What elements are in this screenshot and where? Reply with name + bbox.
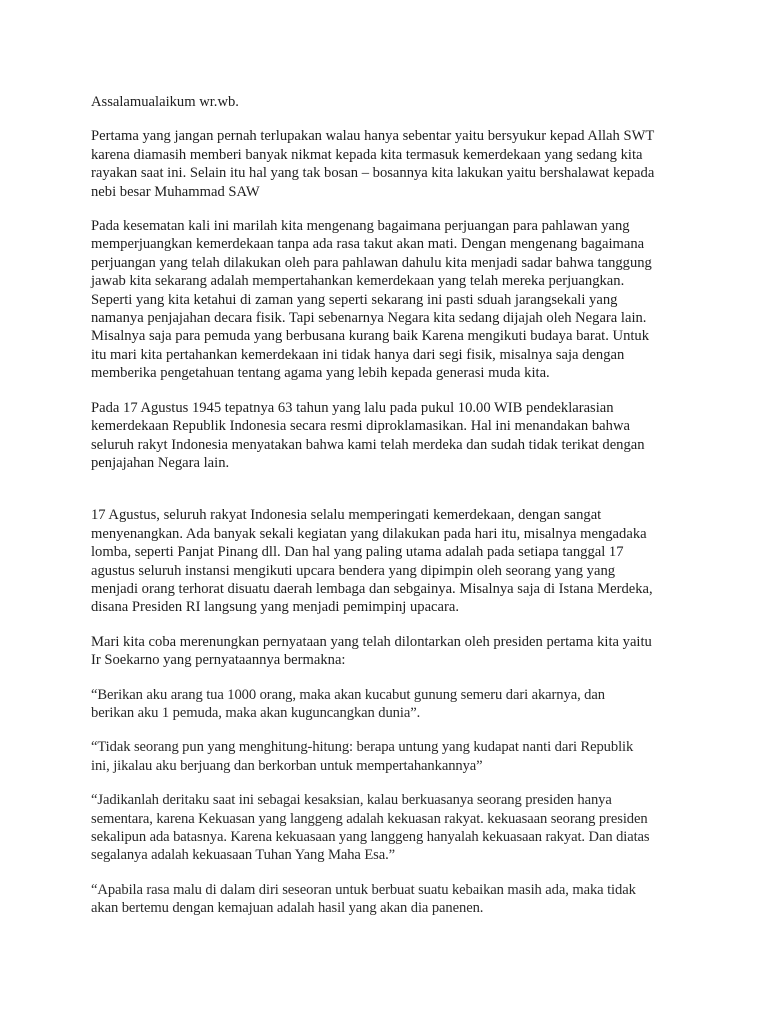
paragraph-line: namanya penjajahan decara fisik. Tapi sebenarnya Negara kita sedang dijajah oleh Negara lain. xyxy=(91,310,647,327)
paragraph-opening xyxy=(91,127,691,201)
paragraph-line: karena diamasih memberi banyak nikmat kepada kita termasuk kemerdekaan yang sedang kita xyxy=(91,146,643,163)
paragraph-line: memberika pengetahuan tentang agama yang lebih kepada generasi muda kita. xyxy=(91,365,550,382)
quote-line: sementara, karena Kekuasan yang langgeng adalah kekuasan rakyat. kekuasaan seorang presiden xyxy=(91,810,648,827)
quote-line: sekalipun ada batasnya. Karena kekuasaan yang langgeng hanyalah kekuasaan rakyat. Dan diatas xyxy=(91,829,650,845)
paragraph-line: seluruh rakyt Indonesia menyatakan bahwa kami telah merdeka dan sudah tidak terikat dengan xyxy=(91,436,645,453)
paragraph-line: Pada kesematan kali ini marilah kita mengenang bagaimana perjuangan para pahlawan yang xyxy=(91,218,630,235)
paragraph-line: memperjuangkan kemerdekaan tanpa ada rasa takut akan mati. Dengan mengenang bagaimana xyxy=(91,236,645,253)
quote-line: “Apabila rasa malu di dalam diri seseoran untuk berbuat suatu kebaikan masih ada, maka tidak xyxy=(91,881,636,898)
paragraph-line: kemerdekaan Republik Indonesia secara resmi diproklamasikan. Hal ini menandakan bahwa xyxy=(91,418,630,435)
quote-block xyxy=(91,881,691,918)
greeting xyxy=(91,93,691,111)
paragraph-line: disana Presiden RI langsung yang menjadi pemimpinj upacara. xyxy=(91,599,459,616)
paragraph-line: Ir Soekarno yang pernyataannya bermakna: xyxy=(91,652,346,669)
quote-line: segalanya adalah kekuasaan Tuhan Yang Maha Esa.” xyxy=(91,847,396,864)
paragraph-line: Pertama yang jangan pernah terlupakan walau hanya sebentar yaitu bersyukur kepad Allah SWT xyxy=(91,128,655,145)
paragraph-line: Seperti yang kita ketahui di zaman yang seperti sekarang ini pasti sduah jarangsekali yang xyxy=(91,291,618,308)
paragraph-line: Pada 17 Agustus 1945 tepatnya 63 tahun yang lalu pada pukul 10.00 WIB pendeklarasian xyxy=(91,399,614,416)
document-body xyxy=(91,93,691,918)
paragraph-line: menyenangkan. Ada banyak sekali kegiatan yang dilakukan pada hari itu, misalnya mengadaka xyxy=(91,525,647,542)
paragraph-line: perjuangan yang telah dilakukan oleh para pahlawan dahulu kita menjadi sadar bahwa tanggung xyxy=(91,254,652,271)
paragraph-line: agustus seluruh instansi mengikuti upcara bendera yang dipimpin oleh seorang yang yang xyxy=(91,562,616,579)
paragraph-line: Mari kita coba merenungkan pernyataan yang telah dilontarkan oleh presiden pertama kita yaitu xyxy=(91,633,652,650)
paragraph-line: nebi besar Muhammad SAW xyxy=(91,183,260,200)
paragraph-line: jawab kita sekarang adalah mempertahankan kemerdekaan yang telah mereka perjuangkan. xyxy=(91,273,625,290)
paragraph-reflection xyxy=(91,633,691,670)
quote-line: “Jadikanlah deritaku saat ini sebagai kesaksian, kalau berkuasanya seorang presiden hanya xyxy=(91,792,612,809)
greeting-line: Assalamualaikum wr.wb. xyxy=(91,94,239,110)
quote-line: akan bertemu dengan kemajuan adalah hasil yang akan dia panenen. xyxy=(91,900,484,917)
paragraph-line: menjadi orang terhorat disuatu daerah lembaga dan sebgainya. Misalnya saja di Istana Merdeka, xyxy=(91,580,653,597)
quote-line: “Tidak seorang pun yang menghitung-hitung: berapa untung yang kudapat nanti dari Republik xyxy=(91,739,634,756)
paragraph-proclamation xyxy=(91,399,691,473)
paragraph-line: rayakan saat ini. Selain itu hal yang tak bosan – bosannya kita lakukan yaitu bershalawat kepada xyxy=(91,165,655,182)
quote-line: berikan aku 1 pemuda, maka akan kuguncangkan dunia”. xyxy=(91,704,421,721)
paragraph-line: lomba, seperti Panjat Pinang dll. Dan hal yang paling utama adalah pada setiapa tanggal 17 xyxy=(91,544,624,561)
paragraph-line: Misalnya saja para pemuda yang berbusana kurang baik Karena mengikuti budaya barat. Untuk xyxy=(91,328,650,345)
paragraph-heroes xyxy=(91,217,691,383)
paragraph-line: 17 Agustus, seluruh rakyat Indonesia selalu memperingati kemerdekaan, dengan sangat xyxy=(91,507,602,524)
paragraph-line: itu mari kita pertahankan kemerdekaan ini tidak hanya dari segi fisik, misalnya saja dengan xyxy=(91,346,625,363)
quote-line: ini, jikalau aku berjuang dan berkorban untuk mempertahankannya” xyxy=(91,757,483,774)
quote-block xyxy=(91,738,691,775)
quote-block xyxy=(91,791,691,865)
paragraph-celebration xyxy=(91,506,691,616)
paragraph-line: penjajahan Negara lain. xyxy=(91,454,230,471)
quote-block xyxy=(91,686,691,723)
quote-line: “Berikan aku arang tua 1000 orang, maka akan kucabut gunung semeru dari akarnya, dan xyxy=(91,686,605,703)
